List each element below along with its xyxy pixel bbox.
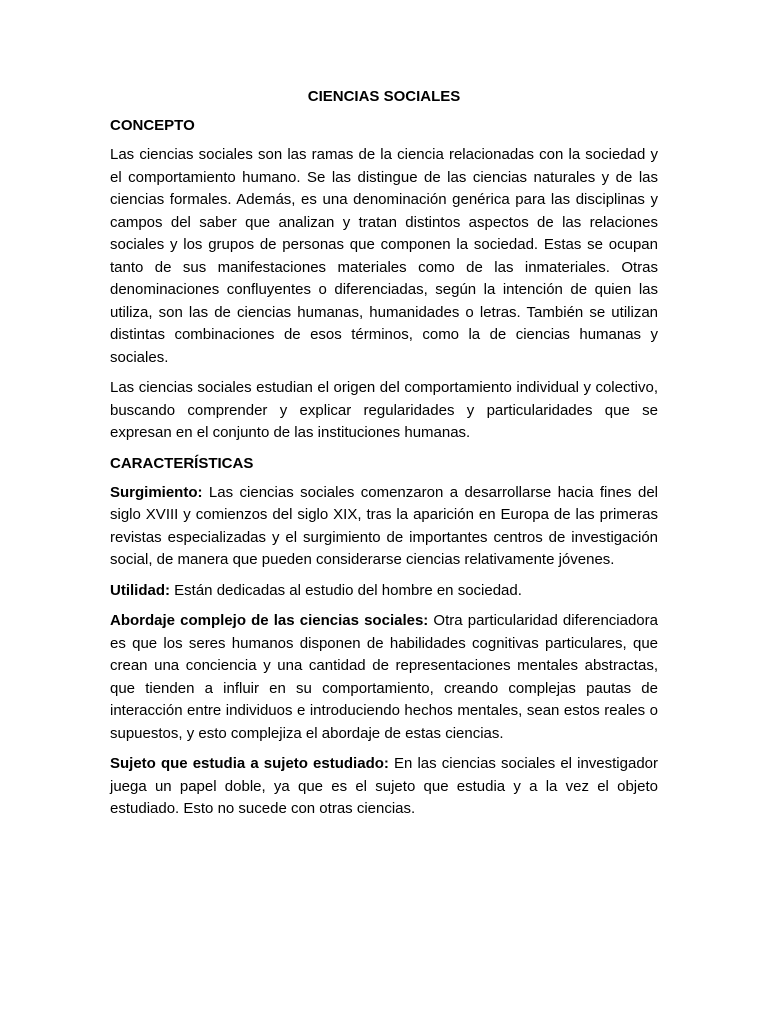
caracteristica-text: Están dedicadas al estudio del hombre en sociedad. (170, 581, 522, 599)
caracteristica-sujeto (110, 753, 658, 821)
section-heading-concepto: CONCEPTO (110, 117, 195, 134)
caracteristica-term: Surgimiento: (110, 483, 203, 501)
concepto-paragraph-2: Las ciencias sociales estudian el origen del comportamiento individual y colectivo, buscando comprender y explicar regularidades y particularidades que se expresan en el conjunto de las instituciones humanas. (110, 379, 658, 441)
caracteristica-term: Abordaje complejo de las ciencias sociales: (110, 612, 429, 629)
caracteristica-utilidad (110, 580, 658, 603)
caracteristica-term: Sujeto que estudia a sujeto estudiado: (110, 755, 389, 772)
document-title: CIENCIAS SOCIALES (307, 88, 461, 105)
caracteristica-surgimiento (110, 482, 658, 572)
section-heading-caracteristicas: CARACTERÍSTICAS (110, 454, 254, 472)
concepto-paragraph-1: Las ciencias sociales son las ramas de la ciencia relacionadas con la sociedad y el comportamiento humano. Se las distingue de las ciencias naturales y de las ciencias formales. Además, es una denominación genérica para las disciplinas y campos del saber que analizan y tratan distintos aspectos de las relaciones sociales y los grupos de personas que componen la sociedad. Estas se ocupan tanto de sus manifestaciones materiales como de las inmateriales. Otras denominaciones confluyentes o diferenciadas, según la intención de quien las utiliza, son las de ciencias humanas, humanidades o letras. También se utilizan distintas combinaciones de esos términos, como la de ciencias humanas y sociales. (110, 146, 658, 366)
caracteristica-abordaje (110, 610, 658, 745)
caracteristica-text: Las ciencias sociales comenzaron a desarrollarse hacia fines del siglo XVIII y comienzos del siglo XIX, tras la aparición en Europa de las primeras revistas especializadas y el surgimiento de importantes centros de investigación social, de manera que pueden considerarse ciencias relativamente jóvenes. (110, 483, 658, 568)
caracteristica-term: Utilidad: (110, 581, 170, 599)
caracteristica-text: Otra particularidad diferenciadora es que los seres humanos disponen de habilidades cognitivas particulares, que crean una conciencia y una cantidad de representaciones mentales abstractas, que tienden a influir en su comportamiento, creando complejas pautas de interacción entre individuos e introduciendo hechos mentales, sean estos reales o supuestos, y esto complejiza el abordaje de estas ciencias. (110, 612, 658, 742)
caracteristica-text: En las ciencias sociales el investigador juega un papel doble, ya que es el sujeto que estudia y a la vez el objeto estudiado. Esto no sucede con otras ciencias. (110, 755, 658, 817)
document-page (110, 86, 658, 829)
